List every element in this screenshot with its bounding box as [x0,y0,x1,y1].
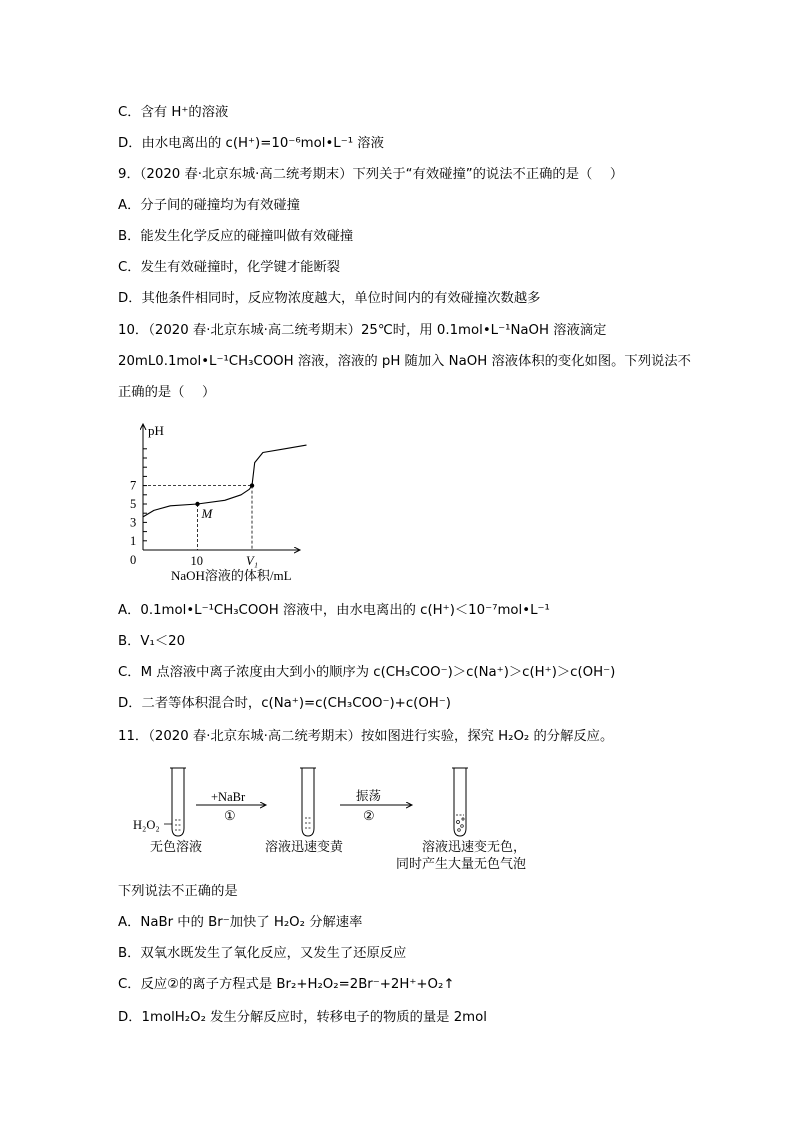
test-tube-1 [164,768,186,836]
q10-option-c: C．M 点溶液中离子浓度由大到小的顺序为 c(CH₃COO⁻)＞c(Na⁺)＞c(H⁺)＞c(OH⁻) [118,665,616,680]
q10-stem-line2: 20mL0.1mol•L⁻¹CH₃COOH 溶液，溶液的 pH 随加入 NaOH 溶液体积的变化如图。下列说法不 [118,354,691,369]
point-label-m: M [201,506,213,521]
arrow1-number: ① [224,808,236,823]
q10-option-b: B．V₁＜20 [118,634,186,649]
q9-option-c: C．发生有效碰撞时，化学键才能断裂 [118,260,341,275]
q9-stem: 9．（2020 春·北京东城·高二统考期末）下列关于“有效碰撞”的说法不正确的是（ ） [118,167,624,182]
arrow1-top-label: +NaBr [211,790,246,804]
q11-option-a: A．NaBr 中的 Br⁻加快了 H₂O₂ 分解速率 [118,915,363,930]
q8-option-c: C．含有 H⁺的溶液 [118,105,229,120]
titration-curve [143,445,307,517]
q10-option-a: A．0.1mol•L⁻¹CH₃COOH 溶液中，由水电离出的 c(H⁺)＜10⁻⁷mol•L⁻¹ [118,603,550,618]
arrow2-number: ② [363,808,375,823]
x-tick-label: 10 [190,554,203,568]
q9-option-b: B．能发生化学反应的碰撞叫做有效碰撞 [118,229,354,244]
y-tick-label: 5 [130,497,137,511]
y-axis-label: pH [148,423,164,438]
y-tick-label: 3 [130,515,137,530]
y-tick-label: 7 [130,478,137,493]
x-axis-label: NaOH溶液的体积/mL [171,568,292,583]
q9-option-d: D．其他条件相同时，反应物浓度越大，单位时间内的有效碰撞次数越多 [118,291,541,306]
caption-tube-3-line2: 同时产生大量无色气泡 [396,856,527,871]
q11-prompt: 下列说法不正确的是 [118,884,238,899]
q10-option-d: D．二者等体积混合时，c(Na⁺)=c(CH₃COO⁻)+c(OH⁻) [118,696,451,711]
q11-stem: 11．（2020 春·北京东城·高二统考期末）按如图进行实验，探究 H₂O₂ 的分解反应。 [118,729,614,744]
caption-tube-1: 无色溶液 [150,839,203,854]
q10-stem-line1: 10．（2020 春·北京东城·高二统考期末）25℃时，用 0.1mol•L⁻¹NaOH 溶液滴定 [118,323,607,338]
q8-option-d: D．由水电离出的 c(H⁺)=10⁻⁶mol•L⁻¹ 溶液 [118,136,384,151]
x-tick-label: V₁ [246,554,258,568]
caption-tube-2: 溶液迅速变黄 [265,839,344,854]
q11-option-c: C．反应②的离子方程式是 Br₂+H₂O₂=2Br⁻+2H⁺+O₂↑ [118,977,455,992]
q11-option-b: B．双氧水既发生了氧化反应，又发生了还原反应 [118,946,407,961]
x-tick-label: 0 [130,553,137,567]
test-tube-2 [300,768,316,836]
y-tick-label: 1 [130,533,137,548]
reagent-label: H₂O₂ [133,818,160,832]
arrow2-top-label: 振荡 [356,789,382,803]
q9-option-a: A．分子间的碰撞均为有效碰撞 [118,198,300,213]
caption-tube-3-line1: 溶液迅速变无色， [422,839,527,854]
data-point [195,502,199,506]
q11-option-d: D．1molH₂O₂ 发生分解反应时，转移电子的物质的量是 2mol [118,1010,487,1025]
data-point [250,483,254,487]
test-tube-3 [452,768,468,836]
q10-stem-line3: 正确的是（ ） [118,385,216,400]
